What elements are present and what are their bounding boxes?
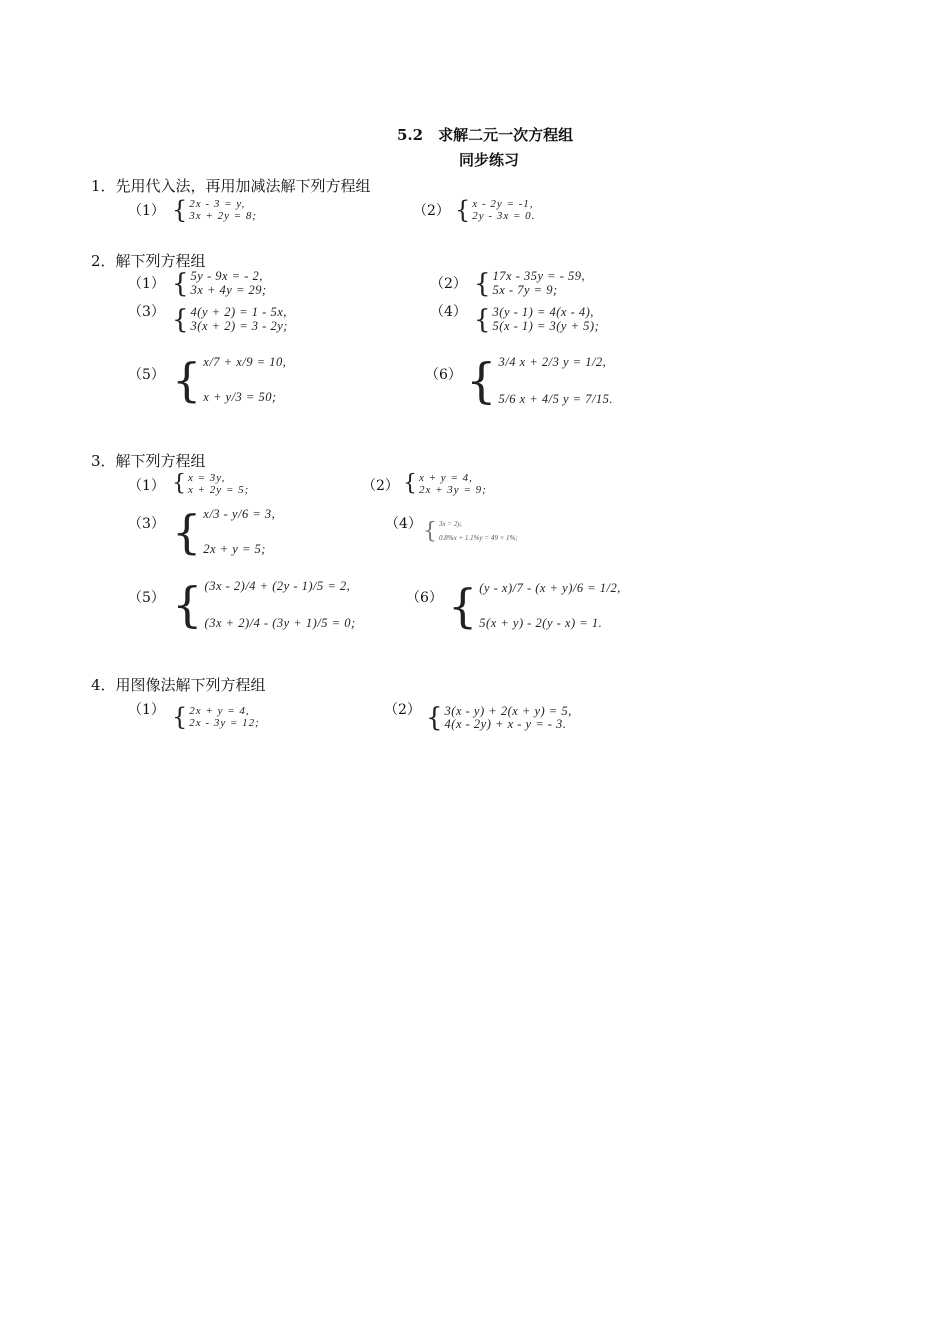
equation-system [172, 577, 356, 633]
equation-line: 3(y - 1) = 4(x - 4), [492, 305, 594, 319]
equation-line: (y - x)/7 - (x + y)/6 = 1/2, [479, 581, 621, 595]
equation-system [448, 579, 621, 633]
equation-line: x = 3y, [188, 472, 226, 484]
equation-line: x/3 - y/6 = 3, [203, 507, 276, 521]
equation-line: 2x - 3 = y, [189, 198, 246, 210]
equation-line: 2x + y = 4, [189, 705, 250, 717]
brace-icon: { [403, 470, 417, 496]
equation-line: 4(x - 2y) + x - y = - 3. [444, 717, 567, 731]
equation-system [172, 306, 288, 333]
page-subtitle: 同步练习 [459, 151, 520, 169]
brace-icon: { [466, 353, 497, 409]
problem-number: （1） [128, 276, 165, 292]
brace-icon: { [172, 577, 203, 633]
equation-system [172, 198, 257, 222]
equation-line: x/7 + x/9 = 10, [203, 355, 287, 369]
equation-line: (3x + 2)/4 - (3y + 1)/5 = 0; [204, 616, 356, 630]
equation-system [403, 472, 487, 494]
equation-line: 0.8%x + 1.1%y = 49 × 1%; [439, 534, 518, 542]
brace-icon: { [172, 703, 188, 731]
problem-number: （1） [128, 203, 165, 219]
brace-icon: { [426, 703, 443, 733]
brace-icon: { [172, 353, 202, 407]
brace-icon: { [474, 268, 491, 299]
problem-number: （5） [128, 367, 165, 383]
problem-number: （5） [128, 590, 165, 606]
section-2-heading: 2．解下列方程组 [91, 252, 206, 270]
equation-system [455, 198, 535, 222]
equation-line: 4(y + 2) = 1 - 5x, [190, 305, 287, 319]
equation-line: 3x + 2y = 8; [189, 210, 258, 222]
equation-system [474, 306, 599, 333]
problem-number: （2） [430, 276, 467, 292]
equation-system [172, 472, 249, 494]
equation-system [466, 353, 614, 409]
problem-number: （1） [128, 478, 165, 494]
equation-line: 3/4 x + 2/3 y = 1/2, [498, 355, 607, 369]
equation-line: 5y - 9x = - 2, [190, 269, 263, 283]
problem-number: （4） [385, 516, 422, 532]
equation-system [423, 519, 518, 543]
equation-line: 2x + 3y = 9; [419, 484, 487, 496]
equation-line: x - 2y = -1, [472, 198, 534, 210]
equation-line: 5/6 x + 4/5 y = 7/15. [498, 392, 614, 406]
equation-line: 5(x + y) - 2(y - x) = 1. [479, 616, 603, 630]
problem-number: （1） [128, 702, 165, 718]
brace-icon: { [474, 304, 491, 335]
problem-number: （4） [430, 304, 467, 320]
equation-line: 3(x - y) + 2(x + y) = 5, [444, 704, 572, 718]
problem-number: （6） [425, 367, 462, 383]
equation-line: 3x + 4y = 29; [190, 283, 267, 297]
equation-line: 5(x - 1) = 3(y + 5); [492, 319, 600, 333]
brace-icon: { [448, 579, 478, 633]
page-title: 5.2 求解二元一次方程组 [397, 126, 574, 144]
brace-icon: { [172, 505, 202, 559]
brace-icon: { [172, 304, 189, 335]
section-4-heading: 4．用图像法解下列方程组 [91, 676, 266, 694]
problem-number: （2） [384, 702, 421, 718]
equation-system [172, 270, 267, 297]
section-3-heading: 3．解下列方程组 [91, 452, 206, 470]
section-1-heading: 1．先用代入法，再用加减法解下列方程组 [91, 177, 371, 195]
equation-line: 3(x + 2) = 3 - 2y; [190, 319, 288, 333]
equation-line: x + y = 4, [419, 472, 473, 484]
equation-line: x + y/3 = 50; [203, 390, 277, 404]
equation-system [172, 505, 276, 559]
problem-number: （2） [413, 203, 450, 219]
equation-line: 2x + y = 5; [203, 542, 266, 556]
equation-line: (3x - 2)/4 + (2y - 1)/5 = 2, [204, 579, 351, 593]
equation-line: 3x = 2y, [439, 520, 462, 528]
equation-system [426, 705, 572, 731]
equation-system [172, 705, 260, 729]
equation-line: 17x - 35y = - 59, [492, 269, 586, 283]
equation-line: x + 2y = 5; [188, 484, 250, 496]
problem-number: （3） [128, 516, 165, 532]
brace-icon: { [172, 268, 189, 299]
equation-line: 2y - 3x = 0. [472, 210, 536, 222]
problem-number: （2） [362, 478, 399, 494]
equation-line: 2x - 3y = 12; [189, 717, 260, 729]
problem-number: （3） [128, 304, 165, 320]
problem-number: （6） [406, 590, 443, 606]
brace-icon: { [423, 518, 437, 544]
brace-icon: { [455, 196, 471, 224]
brace-icon: { [172, 470, 186, 496]
equation-system [172, 353, 287, 407]
equation-line: 5x - 7y = 9; [492, 283, 558, 297]
brace-icon: { [172, 196, 188, 224]
equation-system [474, 270, 585, 297]
